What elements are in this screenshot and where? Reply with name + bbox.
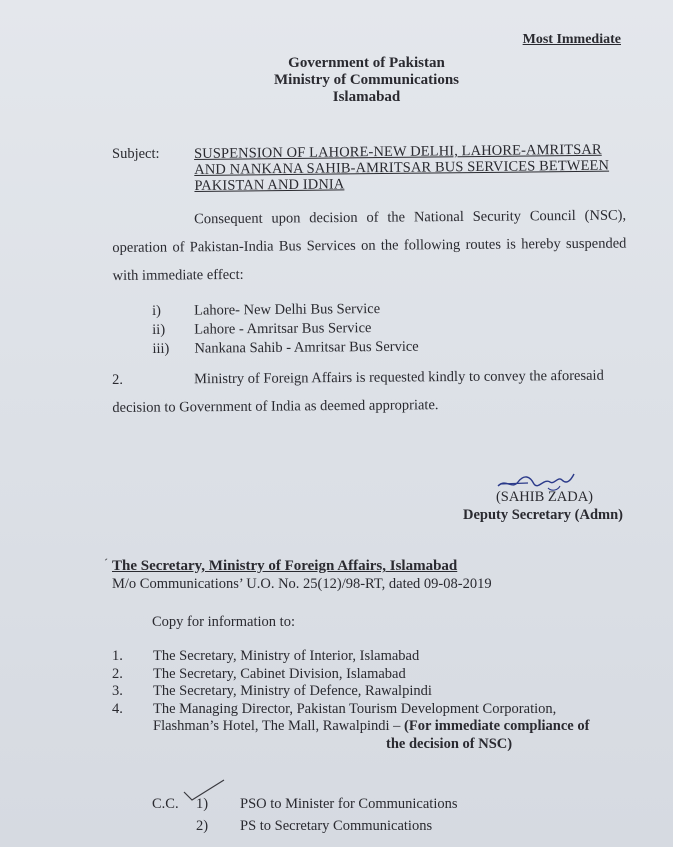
letterhead-government: Government of Pakistan bbox=[288, 55, 445, 71]
list-item-number: i) bbox=[152, 302, 162, 319]
paragraph-1-text: Consequent upon decision of the National Security Council (NSC), operation of Pakistan-India Bus Services on the following routes is hereby suspended with immediate effect: bbox=[112, 207, 627, 284]
subject-label: Subject: bbox=[112, 146, 160, 162]
list-item-number: ii) bbox=[152, 321, 166, 338]
tick-icon: ˊ bbox=[104, 556, 108, 570]
addressee: The Secretary, Ministry of Foreign Affairs, Islamabad bbox=[112, 558, 458, 574]
subject-text: SUSPENSION OF LAHORE-NEW DELHI, LAHORE-AMRITSAR AND NANKANA SAHIB-AMRITSAR BUS SERVICES BETWEEN PAKISTAN AND IDNIA bbox=[194, 141, 610, 194]
letterhead bbox=[0, 55, 673, 106]
paragraph-1 bbox=[112, 202, 627, 290]
list-item bbox=[152, 319, 418, 340]
list-item-text: The Secretary, Ministry of Defence, Rawalpindi bbox=[153, 683, 432, 699]
list-item-number: 3. bbox=[112, 683, 123, 699]
list-item bbox=[152, 338, 418, 359]
paragraph-2-text: Ministry of Foreign Affairs is requested kindly to convey the aforesaid decision to Government of India as deemed appropriate. bbox=[112, 367, 604, 416]
list-item-text: PSO to Minister for Communications bbox=[240, 796, 458, 812]
list-item-number: iii) bbox=[152, 340, 170, 357]
copy-list bbox=[112, 648, 632, 753]
paragraph-2 bbox=[112, 361, 628, 422]
list-item-text-bold: (For immediate compliance of bbox=[404, 718, 590, 734]
paragraph-indent bbox=[112, 223, 194, 224]
paragraph-2-number: 2. bbox=[112, 371, 124, 388]
list-item-text: Lahore- New Delhi Bus Service bbox=[194, 301, 381, 319]
copy-label: Copy for information to: bbox=[152, 614, 295, 630]
routes-list bbox=[152, 300, 419, 359]
list-item-text: The Secretary, Ministry of Interior, Islamabad bbox=[153, 648, 420, 664]
list-item-text: Nankana Sahib - Amritsar Bus Service bbox=[194, 338, 419, 357]
list-item-number: 2) bbox=[196, 818, 209, 834]
list-item-number: 2. bbox=[112, 665, 123, 682]
signatory-name: (SAHIB ZADA) bbox=[495, 489, 593, 505]
list-item bbox=[112, 683, 632, 701]
urgency-label: Most Immediate bbox=[522, 32, 621, 47]
list-item-text: Lahore - Amritsar Bus Service bbox=[194, 320, 372, 338]
list-item-text: The Managing Director, Pakistan Tourism Development Corporation, bbox=[153, 700, 557, 717]
list-item-text-plain: Flashman’s Hotel, The Mall, Rawalpindi – bbox=[153, 718, 405, 734]
list-item-number: 1. bbox=[112, 648, 123, 664]
list-item bbox=[112, 666, 632, 684]
list-item-text: PS to Secretary Communications bbox=[240, 818, 433, 834]
list-item bbox=[112, 648, 632, 666]
list-item-text: The Secretary, Cabinet Division, Islamabad bbox=[153, 665, 406, 682]
list-item-number: 1) bbox=[196, 796, 209, 812]
list-item-continuation-bold: the decision of NSC) bbox=[386, 735, 513, 752]
cc-list bbox=[152, 793, 458, 837]
list-item bbox=[152, 815, 458, 837]
signatory-designation: Deputy Secretary (Admn) bbox=[462, 507, 623, 523]
cc-label: C.C. bbox=[152, 796, 179, 812]
list-item-continuation bbox=[112, 718, 632, 736]
list-item-number: 4. bbox=[112, 700, 123, 717]
list-item bbox=[152, 300, 418, 321]
list-item bbox=[112, 701, 632, 719]
list-item-text bbox=[153, 718, 589, 736]
uo-reference: M/o Communications’ U.O. No. 25(12)/98-RT, dated 09-08-2019 bbox=[112, 576, 492, 592]
letterhead-city: Islamabad bbox=[332, 89, 401, 105]
list-item bbox=[152, 793, 458, 815]
letterhead-ministry: Ministry of Communications bbox=[274, 72, 459, 88]
